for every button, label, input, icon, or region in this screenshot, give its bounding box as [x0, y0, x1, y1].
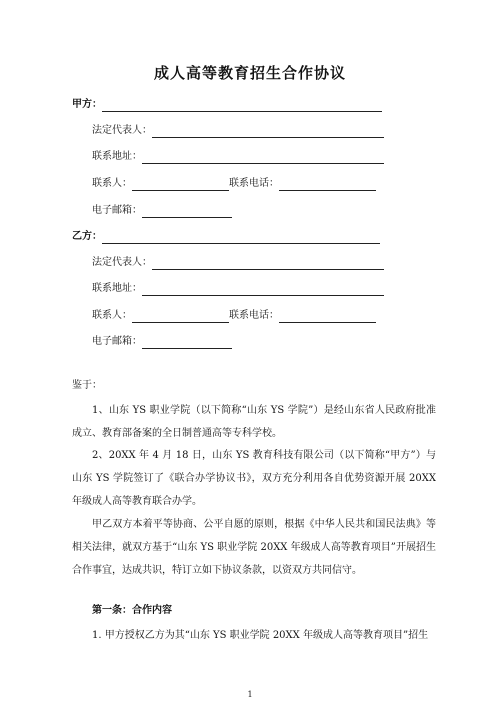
paragraph-3: 甲乙双方本着平等协商、公平自愿的原则，根据《中华人民共和国民法典》等相关法律，就双方基于“山东 YS 职业学院 20XX 年级成人高等教育项目”开展招生合作事宜，达成共识，特订立如下协议条款，以资双方共同信守。	[72, 519, 436, 576]
party-b-phone-label: 联系电话：	[229, 310, 279, 321]
document-title: 成人高等教育招生合作协议	[153, 64, 346, 82]
article-1-title: 第一条：合作内容	[92, 605, 172, 616]
paragraph-2: 2、20XX 年 4 月 18 日，山东 YS 教育科技有限公司（以下简称“甲方”）与山东 YS 学院签订了《联合办学协议书》，双方充分利用各自优势资源开展 20XX 年级成人高等教育联合办学。	[72, 450, 436, 507]
party-b-address-row	[92, 282, 384, 296]
party-b-blank	[102, 232, 380, 244]
party-a-legal-rep-blank	[152, 126, 384, 138]
party-b-email-row	[92, 335, 232, 349]
party-a-phone-label: 联系电话：	[229, 178, 279, 189]
party-a-contact-label: 联系人：	[92, 178, 132, 189]
party-a-address-label: 联系地址：	[92, 151, 142, 162]
party-a-row	[72, 98, 382, 112]
party-b-email-blank	[142, 337, 232, 349]
article-1-item-1: 1. 甲方授权乙方为其“山东 YS 职业学院 20XX 年级成人高等教育项目”招生	[92, 630, 429, 641]
whereas-heading: 鉴于：	[72, 380, 102, 391]
party-b-legal-rep-blank	[152, 258, 384, 270]
party-a-address-row	[92, 150, 384, 164]
party-a-email-blank	[142, 206, 232, 218]
page-number: 1	[247, 690, 253, 699]
party-b-phone-blank	[279, 311, 376, 323]
party-a-email-label: 电子邮箱：	[92, 205, 142, 216]
party-a-legal-rep-label: 法定代表人：	[92, 125, 152, 136]
party-a-email-row	[92, 204, 232, 218]
party-a-legal-rep-row	[92, 124, 384, 138]
party-b-contact-blank	[132, 311, 229, 323]
party-b-contact-label: 联系人：	[92, 310, 132, 321]
party-a-blank	[102, 100, 382, 112]
party-b-address-label: 联系地址：	[92, 283, 142, 294]
party-a-contact-blank	[132, 179, 229, 191]
party-b-email-label: 电子邮箱：	[92, 336, 142, 347]
party-a-address-blank	[142, 152, 384, 164]
party-a-contact-row	[92, 177, 376, 191]
party-b-contact-row	[92, 309, 376, 323]
party-b-address-blank	[142, 284, 384, 296]
party-a-phone-blank	[279, 179, 376, 191]
party-b-row	[72, 230, 380, 244]
party-a-label: 甲方：	[72, 99, 102, 110]
paragraph-1: 1、山东 YS 职业学院（以下简称“山东 YS 学院”）是经山东省人民政府批准成立、教育部备案的全日制普通高等专科学校。	[72, 405, 436, 439]
party-b-legal-rep-row	[92, 256, 384, 270]
party-b-label: 乙方：	[72, 231, 102, 242]
party-b-legal-rep-label: 法定代表人：	[92, 257, 152, 268]
